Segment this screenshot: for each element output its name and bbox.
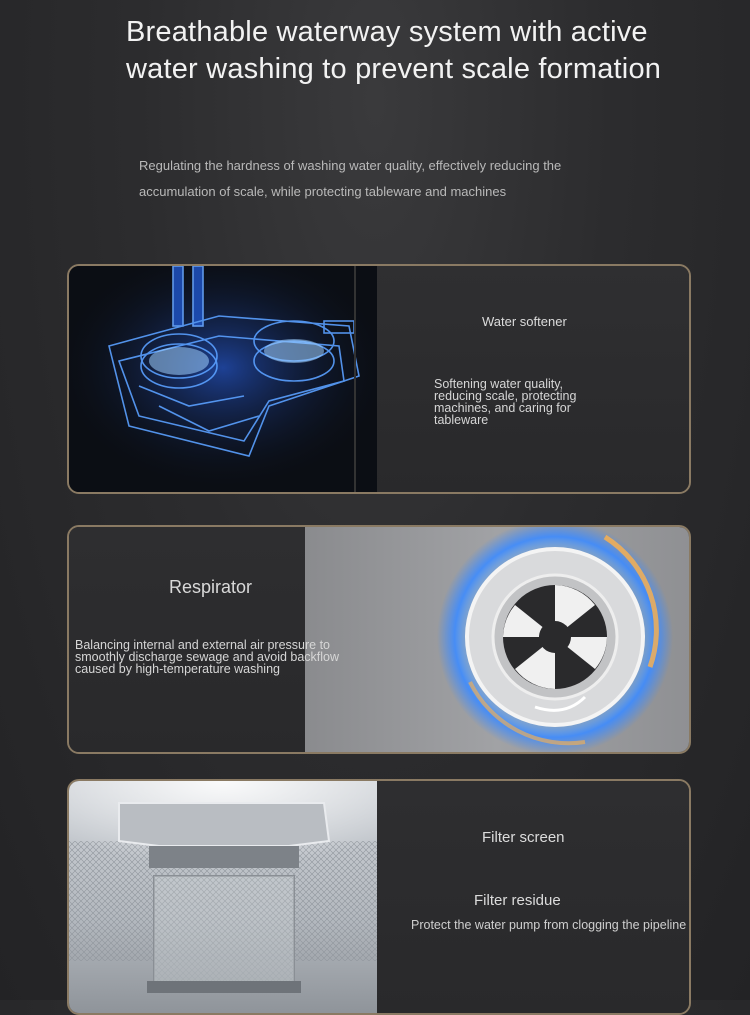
water-softener-xray-illustration-icon (69, 266, 377, 492)
page-title: Breathable waterway system with active water washing to prevent scale formation (126, 16, 662, 85)
filter-screen-illustration-icon (69, 781, 377, 1013)
feature-description: Balancing internal and external air pressure to smoothly discharge sewage and avoid backflow caused by high-temperature washing (75, 638, 340, 676)
water-softener-image (69, 266, 377, 492)
page-subtitle: Regulating the hardness of washing water quality, effectively reducing the accumulation of scale, while protecting tableware and machines (139, 158, 562, 199)
feature-title: Water softener (482, 314, 567, 329)
feature-card-water-softener (67, 264, 691, 494)
filter-screen-image (69, 781, 377, 1013)
filter-screen-text-panel (377, 781, 689, 1013)
feature-description: Protect the water pump from clogging the pipeline (411, 918, 687, 932)
feature-card-filter-screen (67, 779, 691, 1015)
feature-title: Respirator (169, 577, 253, 597)
water-softener-text-panel (377, 266, 689, 492)
feature-description: Softening water quality, reducing scale, protecting machines, and caring for tableware (434, 377, 577, 427)
feature-subtitle: Filter residue (474, 892, 561, 909)
feature-title: Filter screen (482, 829, 565, 846)
feature-card-respirator (67, 525, 691, 754)
